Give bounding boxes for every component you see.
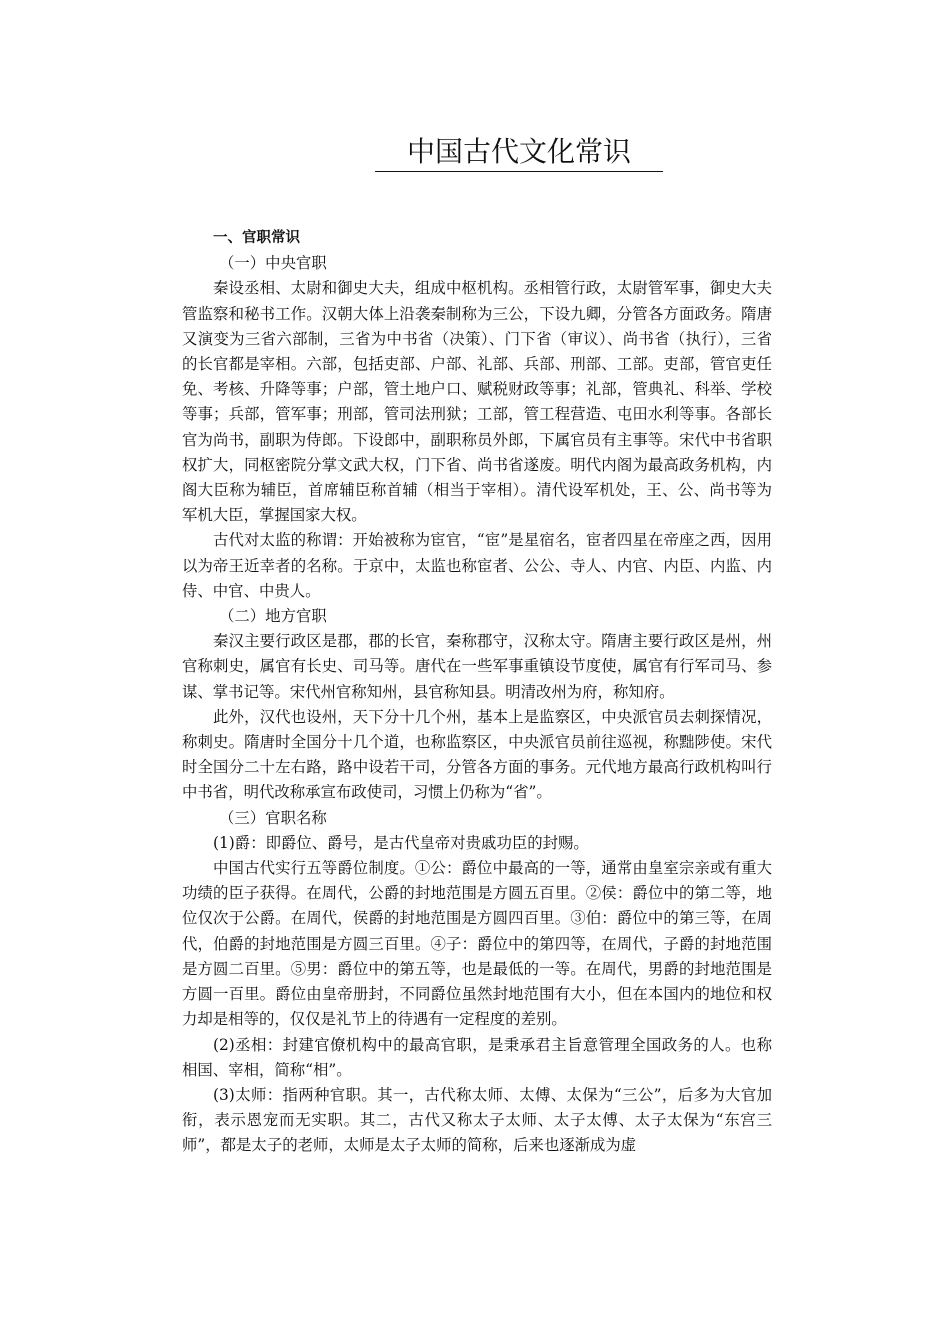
paragraph-local-offices: 秦汉主要行政区是郡，郡的长官，秦称郡守，汉称太守。隋唐主要行政区是州，州官称刺史，属官有长史、司马等。唐代在一些军事重镇设节度使，属官有行军司马、参谋、掌书记等。宋代州官称知州，县官称知县。明清改州为府，称知府。 xyxy=(182,632,772,701)
list-item-grand-tutor: (3)太师：指两种官职。其一，古代称太师、太傅、太保为“三公”，后多为大官加衔，表示恩宠而无实职。其二，古代又称太子太师、太子太傅、太子太保为“东宫三师”，都是太子的老师，太师是太子太师的简称，后来也逐渐成为虚 xyxy=(182,1085,772,1155)
document-body xyxy=(182,226,772,1159)
subsection-heading-local: （二）地方官职 xyxy=(219,607,327,626)
list-item-jue: (1)爵：即爵位、爵号，是古代皇帝对贵戚功臣的封赐。 xyxy=(213,833,589,852)
list-item-chancellor: (2)丞相：封建官僚机构中的最高官职，是秉承君主旨意管理全国政务的人。也称相国、宰相，简称“相”。 xyxy=(182,1035,772,1079)
title-block xyxy=(0,134,950,172)
subsection-heading-titles: （三）官职名称 xyxy=(219,808,327,827)
section-heading-official-positions: 一、官职常识 xyxy=(213,230,300,246)
paragraph-five-ranks: 中国古代实行五等爵位制度。①公：爵位中最高的一等，通常由皇室宗亲或有重大功绩的臣子获得。在周代，公爵的封地范围是方圆五百里。②侯：爵位中的第二等，地位仅次于公爵。在周代，侯爵的封地范围是方圆四百里。③伯：爵位中的第三等，在周代，伯爵的封地范围是方圆三百里。④子：爵位中的第四等，在周代，子爵的封地范围是方圆二百里。⑤男：爵位中的第五等，也是最低的一等。在周代，男爵的封地范围是方圆一百里。爵位由皇帝册封，不同爵位虽然封地范围有大小，但在本国内的地位和权力却是相等的，仅仅是礼节上的待遇有一定程度的差别。 xyxy=(182,859,772,1029)
paragraph-eunuch-titles: 古代对太监的称谓：开始被称为宦官，“宦”是星宿名，宦者四星在帝座之西，因用以为帝王近幸者的名称。于京中，太监也称宦者、公公、寺人、内官、内臣、内监、内侍、中官、中贵人。 xyxy=(182,531,772,600)
paragraph-regional-supervision: 此外，汉代也设州，天下分十几个州，基本上是监察区，中央派官员去刺探情况，称刺史。隋唐时全国分十几个道，也称监察区，中央派官员前往巡视，称黜陟使。宋代时全国分二十左右路，路中设若干司，分管各方面的事务。元代地方最高行政机构叫行中书省，明代改称承宣布政使司，习惯上仍称为“省”。 xyxy=(182,707,772,802)
subsection-heading-central: （一）中央官职 xyxy=(219,254,327,273)
paragraph-central-offices: 秦设丞相、太尉和御史大夫，组成中枢机构。丞相管行政，太尉管军事，御史大夫管监察和秘书工作。汉朝大体上沿袭秦制称为三公，下设九卿，分管各方面政务。隋唐又演变为三省六部制，三省为中书省（决策）、门下省（审议）、尚书省（执行），三省的长官都是宰相。六部，包括吏部、户部、礼部、兵部、刑部、工部。吏部，管官吏任免、考核、升降等事；户部，管土地户口、赋税财政等事；礼部，管典礼、科举、学校等事；兵部，管军事；刑部，管司法刑狱；工部，管工程营造、屯田水利等事。各部长官为尚书，副职为侍郎。下设郎中，副职称员外郎，下属官员有主事等。宋代中书省职权扩大，同枢密院分掌文武大权，门下省、尚书省遂废。明代内阁为最高政务机构，内阁大臣称为辅臣，首席辅臣称首辅（相当于宰相）。清代设军机处，王、公、尚书等为军机大臣，掌握国家大权。 xyxy=(182,279,772,525)
document-title: 中国古代文化常识 xyxy=(375,134,663,172)
